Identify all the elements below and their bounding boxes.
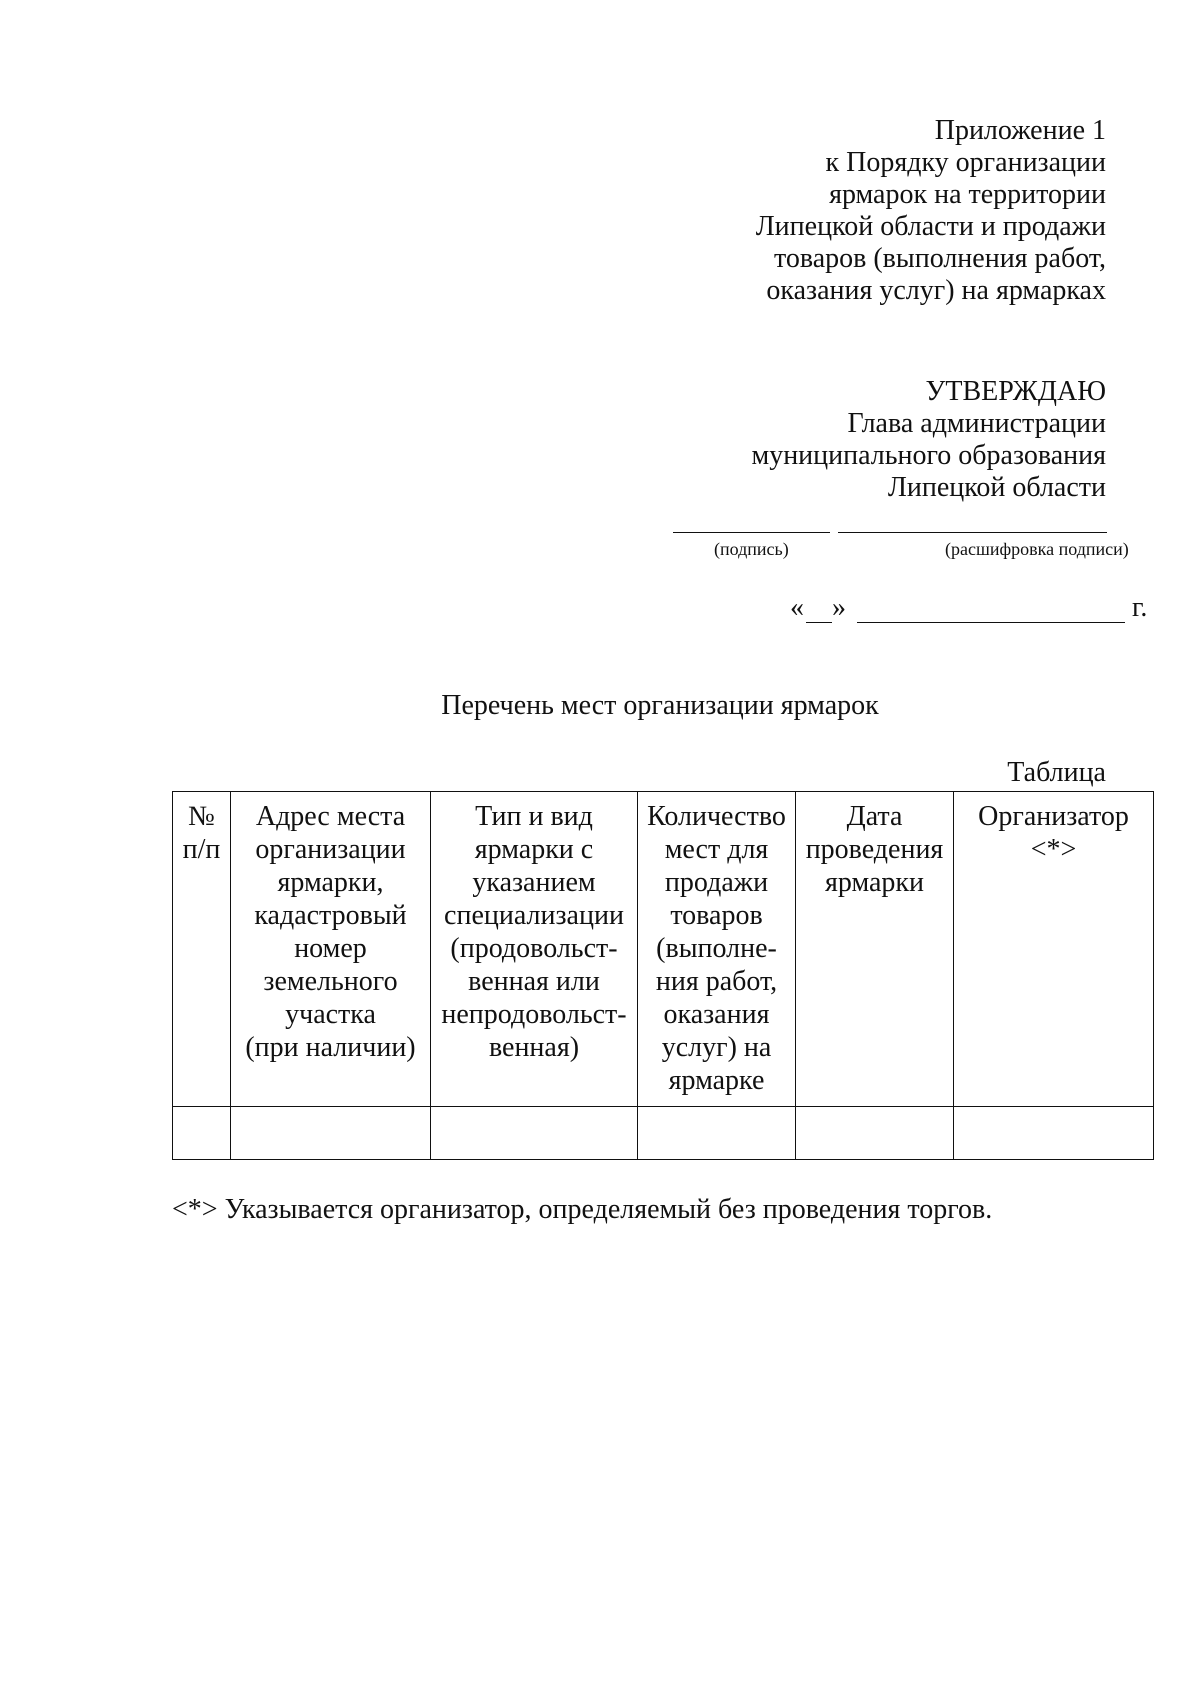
table-cell — [231, 1107, 431, 1160]
approval-line: муниципального образования — [751, 440, 1106, 471]
table-cell — [173, 1107, 231, 1160]
approval-line: Глава администрации — [847, 408, 1106, 439]
date-open-quote: « — [790, 592, 804, 623]
header-places-count: Количество мест для продажи товаров (выполне- ния работ, оказания услуг) на ярмарке — [638, 792, 796, 1107]
table-cell — [796, 1107, 954, 1160]
header-date: Дата проведения ярмарки — [796, 792, 954, 1107]
table-label: Таблица — [1007, 757, 1106, 788]
footnote: <*> Указывается организатор, определяемый без проведения торгов. — [172, 1194, 993, 1225]
table-cell — [954, 1107, 1154, 1160]
approval-block — [751, 376, 1106, 504]
appendix-line: к Порядку организации — [825, 147, 1106, 178]
signature-decoding-caption: (расшифровка подписи) — [945, 539, 1129, 559]
date-month-blank — [857, 622, 1125, 623]
header-address: Адрес места организации ярмарки, кадастровый номер земельного участка (при наличии) — [231, 792, 431, 1107]
approval-heading: УТВЕРЖДАЮ — [925, 376, 1106, 407]
date-year-suffix: г. — [1132, 592, 1148, 623]
signature-line — [673, 532, 830, 533]
appendix-line: Липецкой области и продажи — [755, 211, 1106, 242]
approval-line: Липецкой области — [887, 472, 1106, 503]
date-day-blank — [806, 622, 832, 623]
table-cell — [638, 1107, 796, 1160]
header-organizer: Организатор <*> — [954, 792, 1154, 1107]
date-close-quote: » — [832, 592, 846, 623]
header-number: № п/п — [173, 792, 231, 1107]
appendix-line: товаров (выполнения работ, — [773, 243, 1106, 274]
table-header-row — [173, 792, 1154, 1107]
signature-caption: (подпись) — [714, 539, 789, 559]
signature-decoding-line — [838, 532, 1107, 533]
appendix-reference — [756, 115, 1106, 307]
appendix-line: Приложение 1 — [934, 115, 1106, 146]
table-cell — [431, 1107, 638, 1160]
appendix-line: оказания услуг) на ярмарках — [766, 275, 1106, 306]
table-row — [173, 1107, 1154, 1160]
appendix-line: ярмарок на территории — [829, 179, 1106, 210]
document-title: Перечень мест организации ярмарок — [441, 690, 879, 721]
header-fair-type: Тип и вид ярмарки с указанием специализации (продовольст- венная или непродовольст- венная) — [431, 792, 638, 1107]
fair-places-table — [172, 791, 1154, 1160]
